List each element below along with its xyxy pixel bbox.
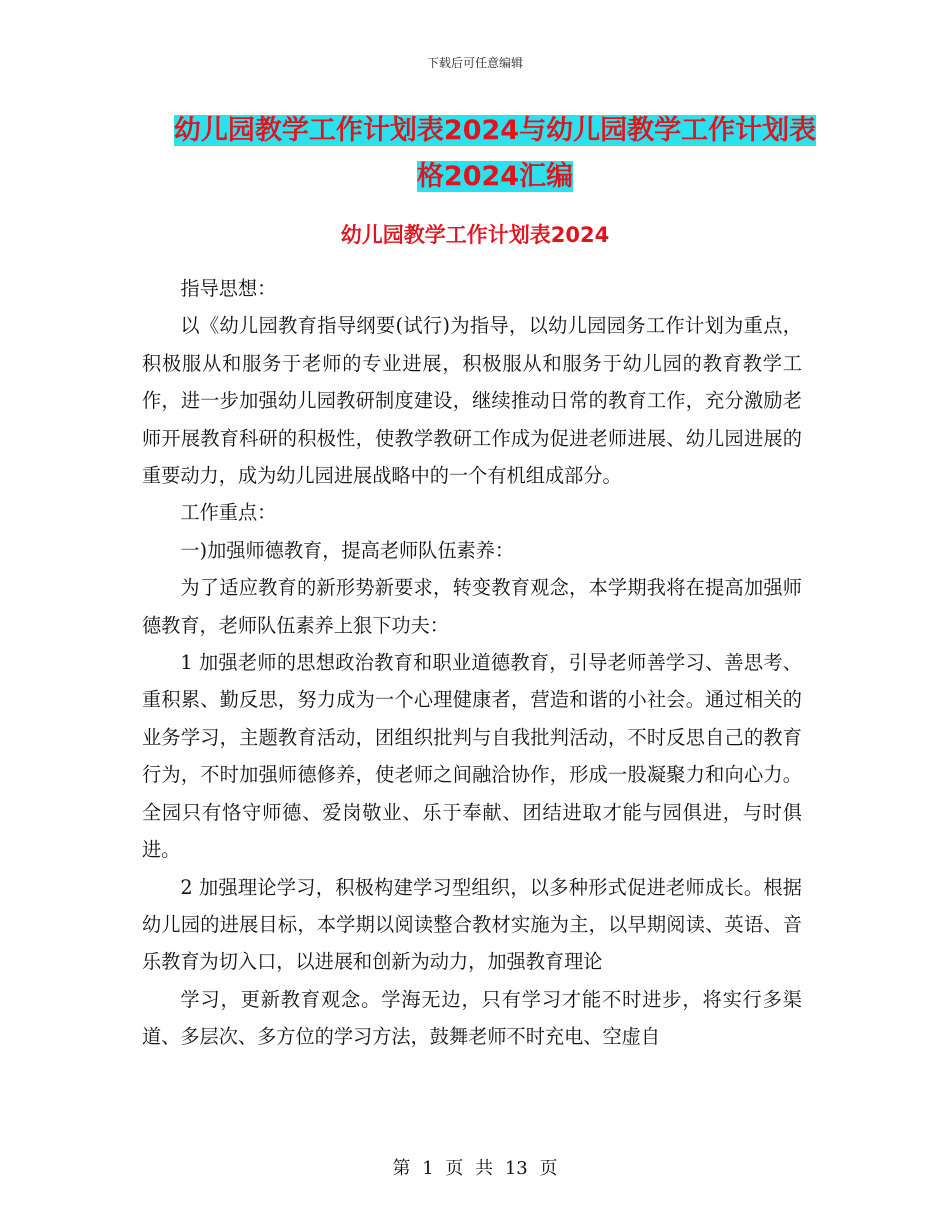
paragraph: 学习，更新教育观念。学海无边，只有学习才能不时进步，将实行多渠道、多层次、多方位的学习方法，鼓舞老师不时充电、空虚自 (142, 987, 802, 1049)
paragraph: 1 加强老师的思想政治教育和职业道德教育，引导老师善学习、善思考、重积累、勤反思，努力成为一个心理健康者，营造和谐的小社会。通过相关的业务学习，主题教育活动，团组织批判与自我批判活动，不时反思自己的教育行为，不时加强师德修养，使老师之间融洽协作，形成一股凝聚力和向心力。全园只有恪守师德、爱岗敬业、乐于奉献、团结进取才能与园俱进，与时俱进。 (142, 651, 802, 862)
paragraph: 指导思想： (180, 277, 277, 300)
header-note: 下载后可任意编辑 (426, 56, 523, 70)
paragraph: 2 加强理论学习，积极构建学习型组织，以多种形式促进老师成长。根据幼儿园的进展目标，本学期以阅读整合教材实施为主，以早期阅读、英语、音乐教育为切入口，以进展和创新为动力，加强教育理论 (142, 875, 802, 974)
section-title: 幼儿园教学工作计划表2024 (340, 223, 610, 247)
document-title (140, 108, 850, 200)
paragraph: 为了适应教育的新形势新要求，转变教育观念，本学期我将在提高加强师德教育，老师队伍素养上狠下功夫： (142, 576, 802, 637)
paragraph: 工作重点： (180, 501, 277, 525)
paragraph: 以《幼儿园教育指导纲要(试行)为指导，以幼儿园园务工作计划为重点，积极服从和服务于老师的专业进展，积极服从和服务于幼儿园的教育教学工作，进一步加强幼儿园教研制度建设，继续推动日常的教育工作，充分激励老师开展教育科研的积极性，使教学教研工作成为促进老师进展、幼儿园进展的重要动力，成为幼儿园进展战略中的一个有机组成部分。 (142, 314, 802, 488)
document-body (142, 270, 802, 1056)
document-title-line-2: 格2024汇编 (416, 161, 574, 192)
page-footer: 第 1 页 共 13 页 (392, 1158, 558, 1179)
document-title-line-1: 幼儿园教学工作计划表2024与幼儿园教学工作计划表 (173, 115, 817, 146)
paragraph: 一)加强师德教育，提高老师队伍素养： (180, 538, 515, 562)
